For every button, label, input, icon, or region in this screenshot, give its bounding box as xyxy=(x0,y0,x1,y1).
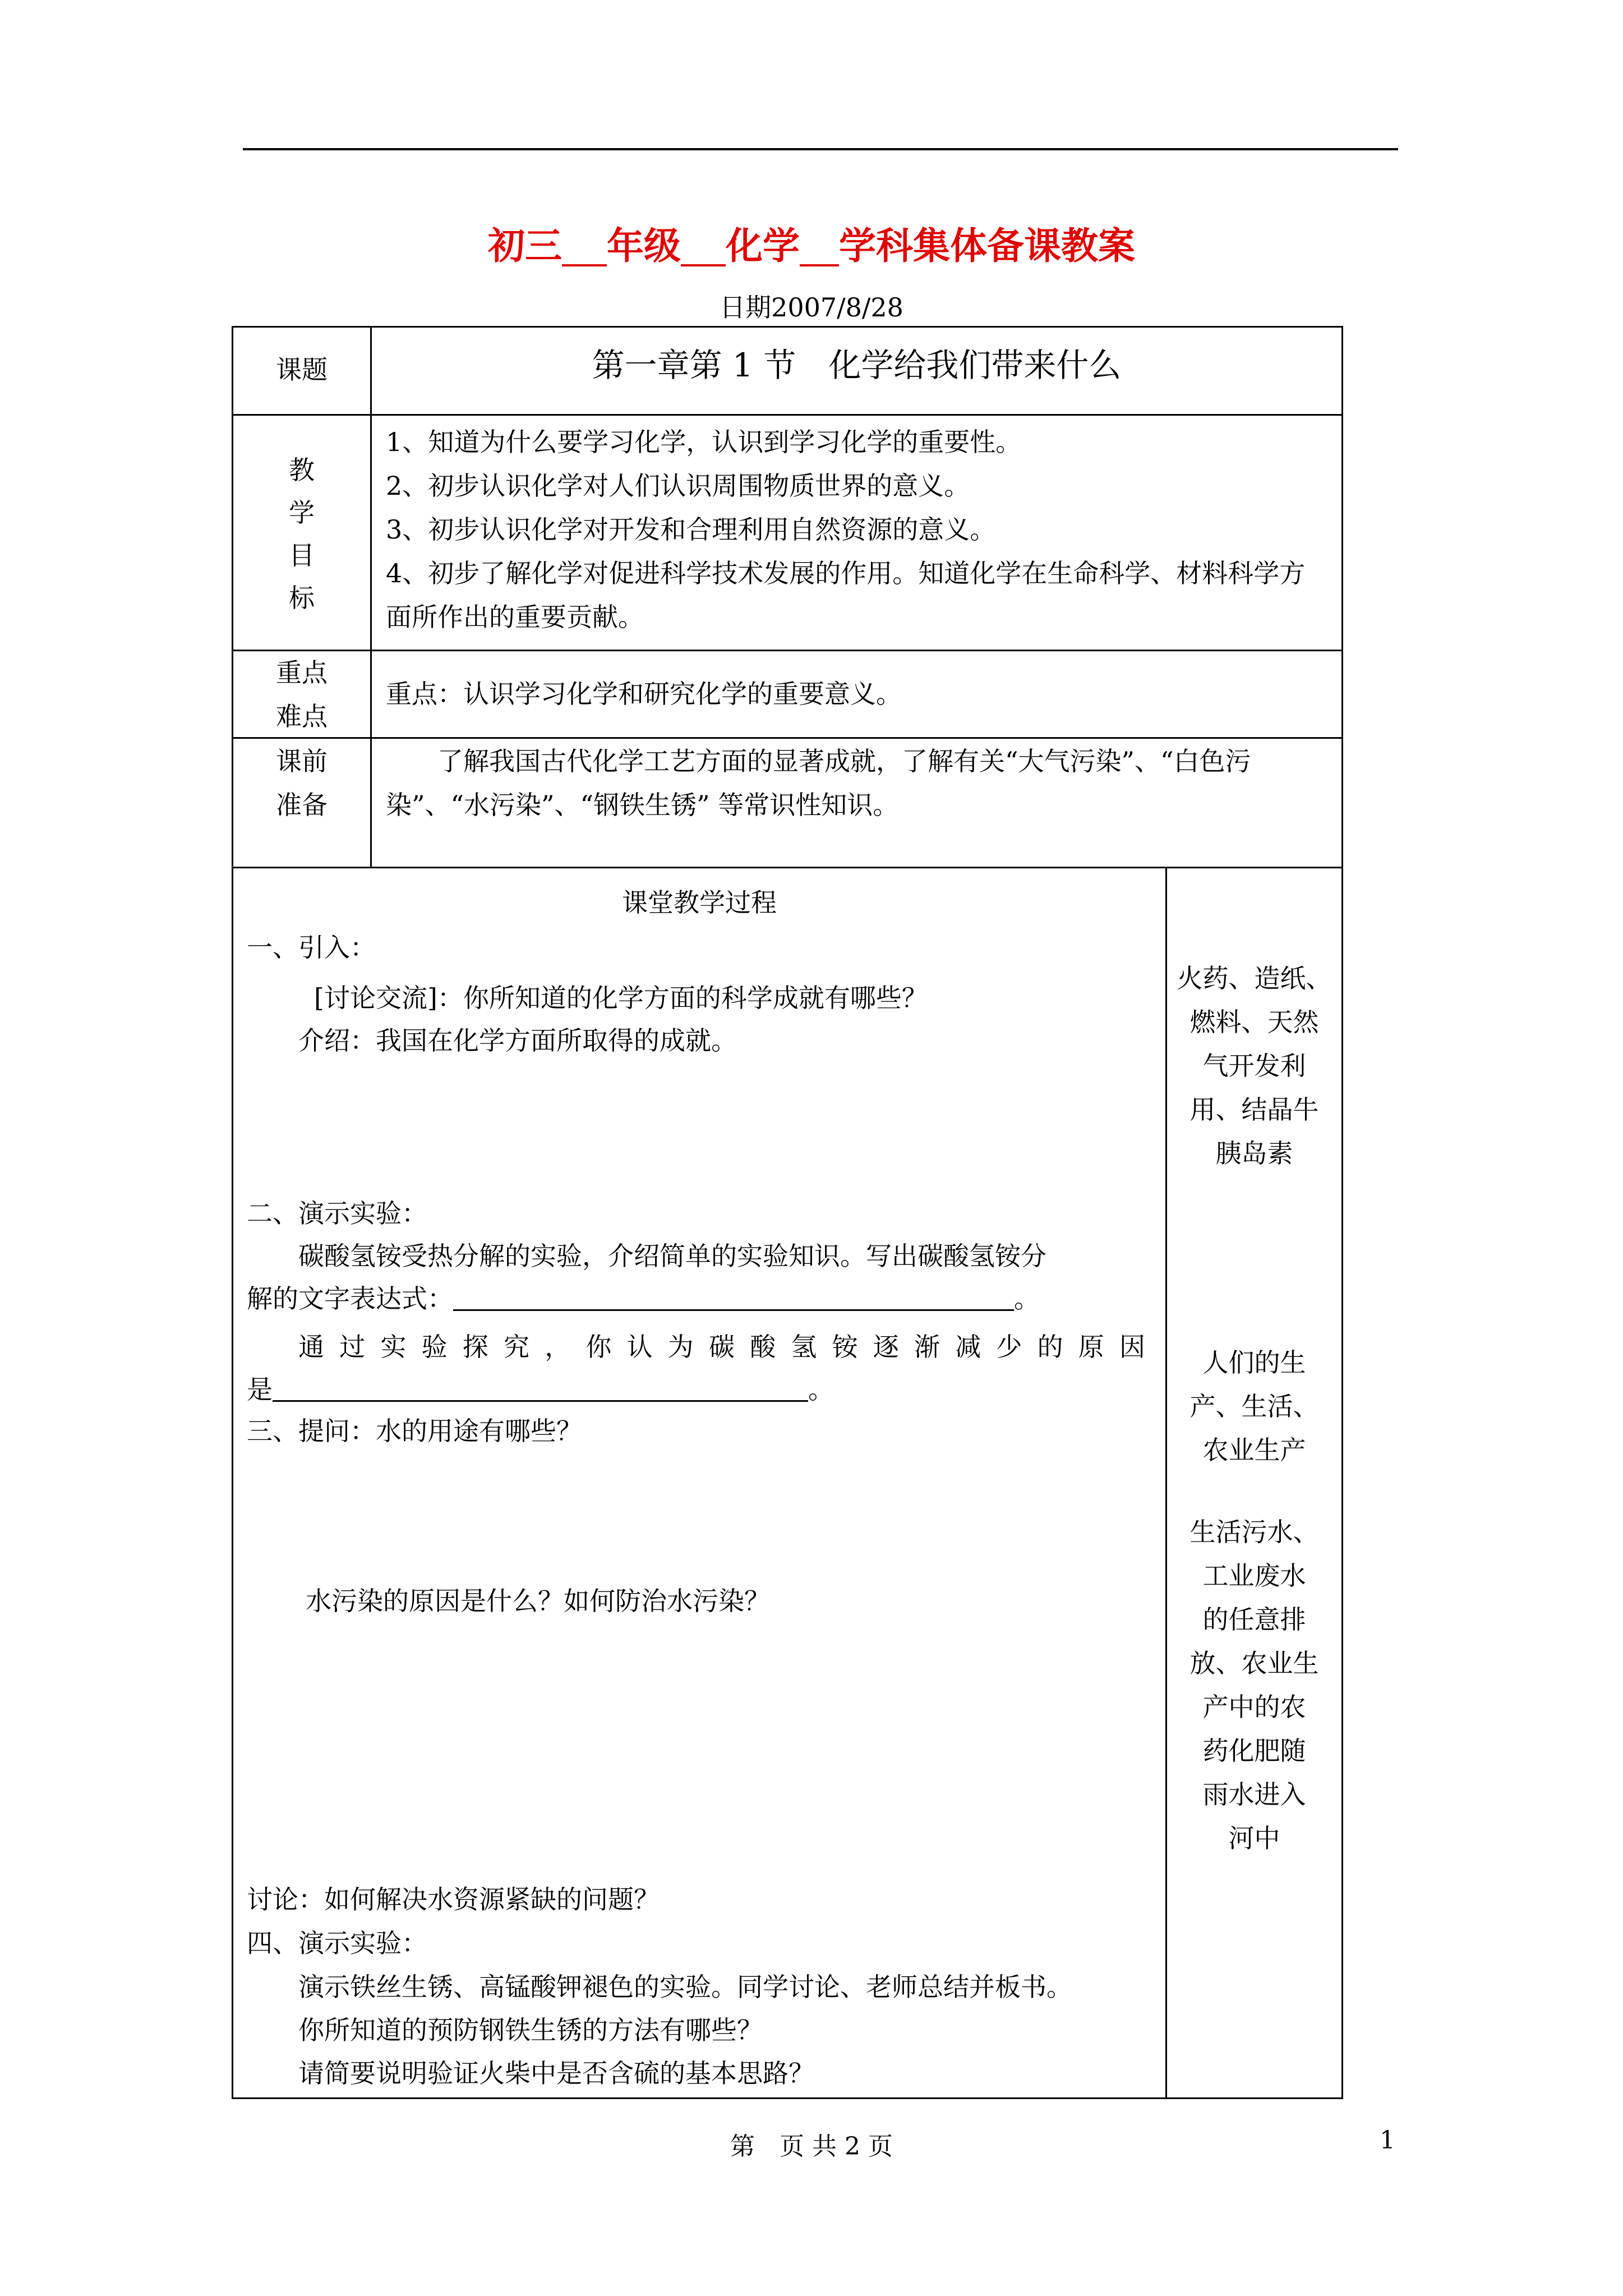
water-discussion: 讨论：如何解决水资源紧缺的问题？ xyxy=(247,1884,660,1915)
section-demo2-title: 四、演示实验： xyxy=(247,1928,427,1958)
label-column-divider xyxy=(370,326,372,867)
equation-answer-blank[interactable] xyxy=(453,1287,1014,1311)
objectives-label: 教 学 目 标 xyxy=(289,455,315,613)
rust-prevention-question: 你所知道的预防钢铁生锈的方法有哪些？ xyxy=(298,2015,763,2045)
intro-discussion: [讨论交流]：你所知道的化学方面的科学成就有哪些？ xyxy=(314,983,928,1013)
table-border-right xyxy=(1341,326,1343,2099)
demo-equation-line: 解的文字表达式： 。 xyxy=(247,1283,1040,1314)
section-question-title: 三、提问：水的用途有哪些？ xyxy=(247,1416,582,1446)
preparation-label: 课前 准备 xyxy=(276,746,328,820)
demo-reason-line: 是 。 xyxy=(247,1374,834,1405)
demo2-description: 演示铁丝生锈、高锰酸钾褪色的实验。同学讨论、老师总结并板书。 xyxy=(298,1972,1072,2002)
topic-label: 课题 xyxy=(276,355,328,385)
section-intro-title: 一、引入： xyxy=(247,932,376,963)
row-divider xyxy=(232,867,1343,868)
side-note-achievements: 火药、造纸、 燃料、天然 气开发利 用、结晶牛 胰岛素 xyxy=(1177,963,1332,1168)
side-note-pollution-causes: 生活污水、 工业废水 的任意排 放、农业生 产中的农 药化肥随 雨水进入 河中 xyxy=(1189,1517,1319,1853)
page-number: 1 xyxy=(1380,2126,1395,2155)
water-pollution-question: 水污染的原因是什么？如何防治水污染？ xyxy=(306,1586,770,1616)
topic-value: 第一章第 1 节 化学给我们带来什么 xyxy=(592,346,1122,384)
objective-item: 2、初步认识化学对人们认识周围物质世界的意义。 xyxy=(386,471,970,501)
table-border-top xyxy=(232,326,1343,328)
demo-description: 碳酸氢铵受热分解的实验，介绍简单的实验知识。写出碳酸氢铵分 xyxy=(298,1241,1046,1271)
title-suffix: 学科集体备课教案 xyxy=(839,224,1135,268)
page-count: 第 页 共 2 页 xyxy=(730,2132,893,2161)
objective-item: 4、初步了解化学对促进科学技术发展的作用。知道化学在生命科学、材料科学方面所作出的重要贡献。 xyxy=(386,558,1306,632)
title-blank xyxy=(562,225,607,266)
reason-answer-blank[interactable] xyxy=(273,1378,808,1402)
document-date: 日期2007/8/28 xyxy=(720,292,903,323)
key-points-value: 重点：认识学习化学和研究化学的重要意义。 xyxy=(386,679,902,709)
demo-question: 通过实验探究，你认为碳酸氢铵逐渐减少的原因 xyxy=(298,1332,1145,1362)
table-border-bottom xyxy=(232,2097,1343,2099)
side-note-water-uses: 人们的生 产、生活、 农业生产 xyxy=(1189,1347,1319,1465)
title-grade-suffix: 年级 xyxy=(607,224,681,268)
objective-item: 3、初步认识化学对开发和合理利用自然资源的意义。 xyxy=(386,514,996,545)
sulfur-test-question: 请简要说明验证火柴中是否含硫的基本思路？ xyxy=(298,2058,814,2088)
row-divider xyxy=(232,650,1343,651)
title-subject: 化学 xyxy=(726,224,800,268)
section-demo-title: 二、演示实验： xyxy=(247,1198,427,1228)
intro-introduction: 介绍：我国在化学方面所取得的成就。 xyxy=(298,1025,737,1056)
process-heading: 课堂教学过程 xyxy=(622,887,777,918)
preparation-value: 了解我国古代化学工艺方面的显著成就，了解有关“大气污染”、“白色污染”、“水污染”、“钢铁生锈” 等常识性知识。 xyxy=(386,746,1251,820)
row-divider xyxy=(232,737,1343,739)
header-rule xyxy=(243,148,1398,150)
document-title xyxy=(0,216,1623,269)
objectives-list xyxy=(386,420,1329,639)
title-blank xyxy=(800,225,839,266)
row-divider xyxy=(232,414,1343,416)
title-blank xyxy=(681,225,726,266)
objective-item: 1、知道为什么要学习化学，认识到学习化学的重要性。 xyxy=(386,427,1022,457)
key-points-label: 重点 难点 xyxy=(276,657,328,731)
title-grade: 初三 xyxy=(488,224,562,268)
